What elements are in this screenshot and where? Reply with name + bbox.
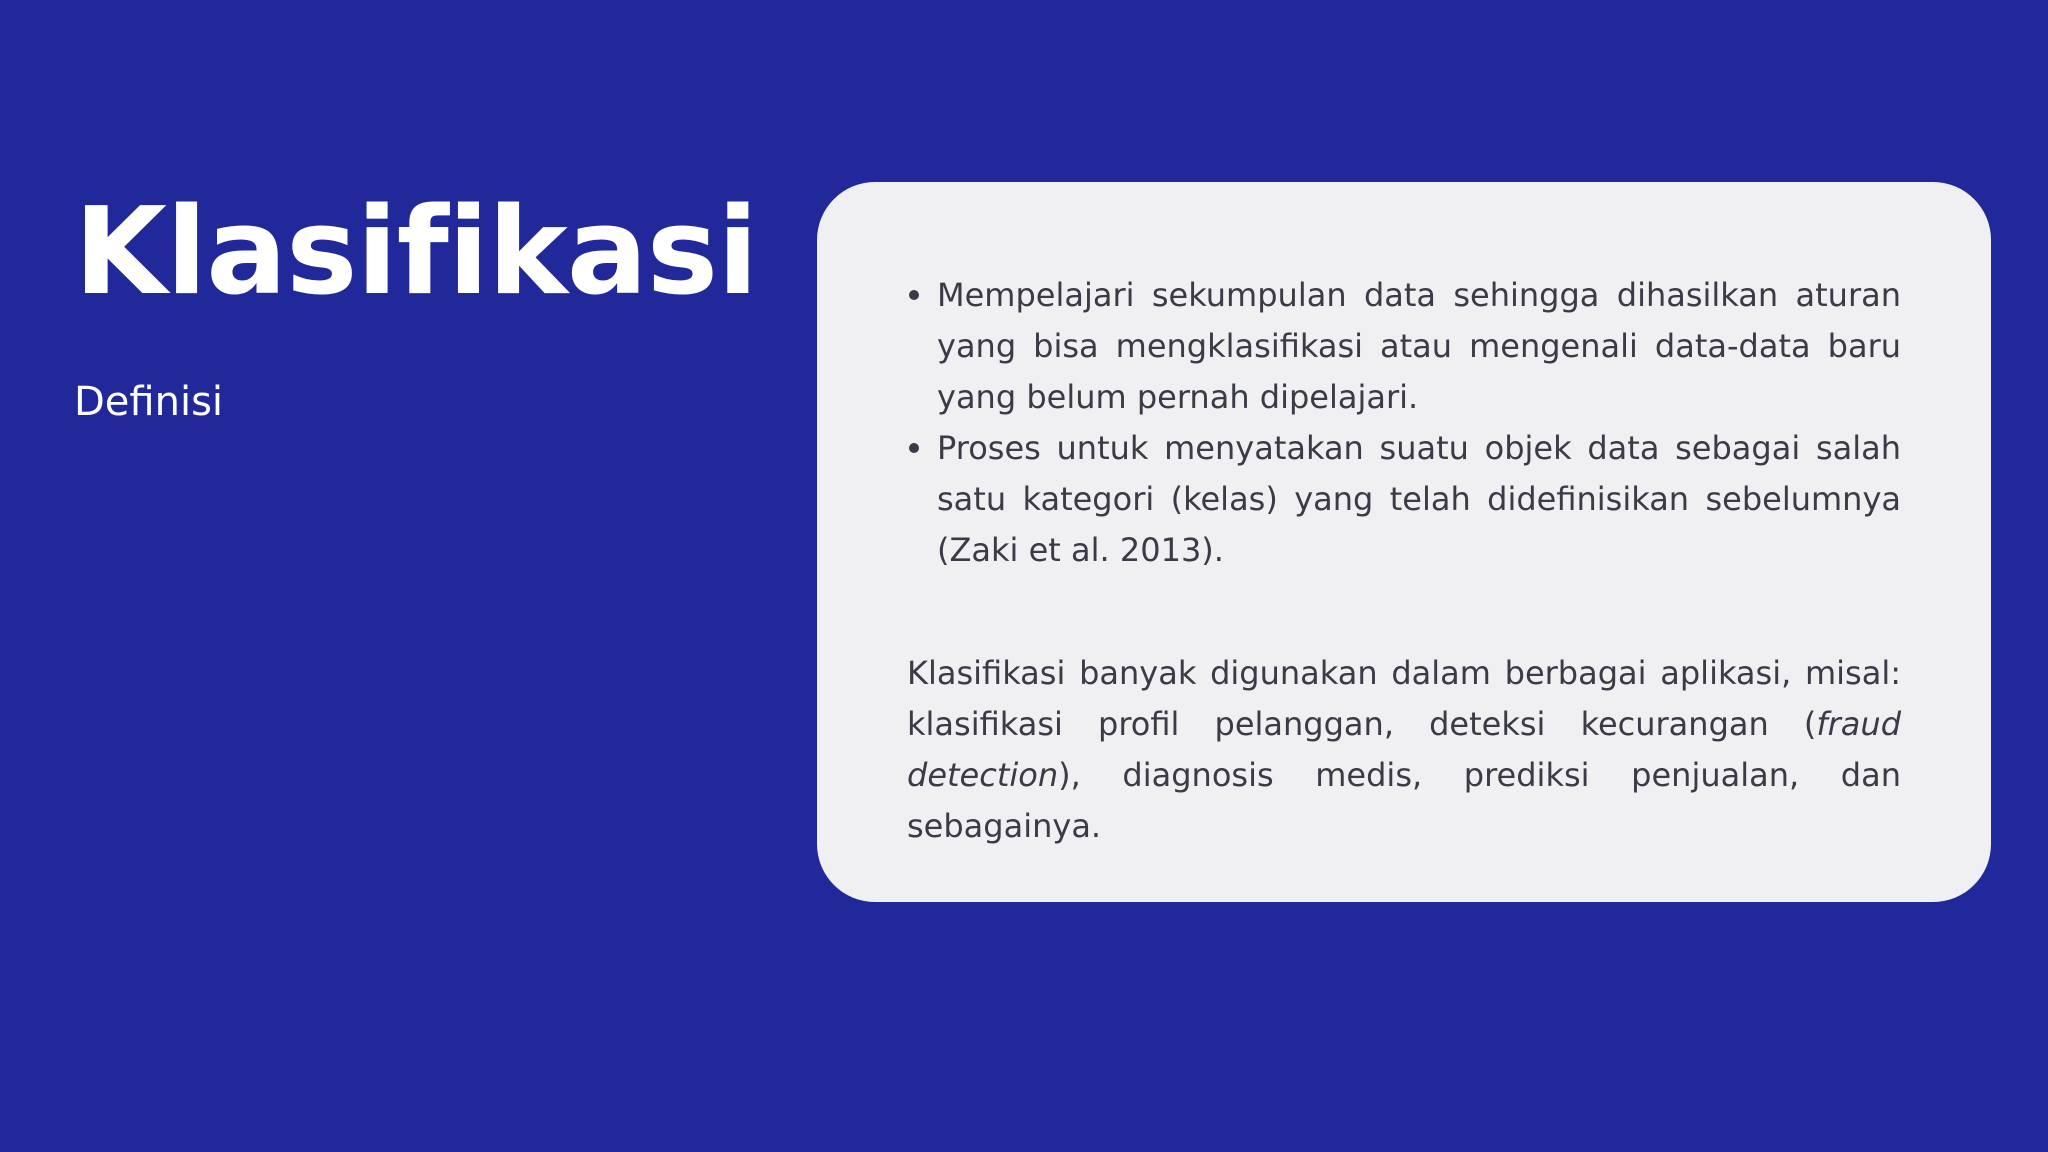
slide-subtitle: Definisi (74, 379, 224, 425)
definition-list (907, 270, 1901, 576)
slide-title: Klasifikasi (74, 183, 758, 322)
content-card (817, 182, 1991, 902)
definition-item (907, 270, 1901, 423)
definition-item (907, 423, 1901, 576)
applications-text-italic: fraud detection (907, 705, 1901, 794)
card-body (907, 270, 1901, 852)
applications-paragraph (907, 648, 1901, 852)
applications-text-end: ), diagnosis medis, prediksi penjualan, dan sebagainya. (907, 756, 1901, 845)
applications-text-start: Klasifikasi banyak digunakan dalam berbagai aplikasi, misal: klasifikasi profil pelanggan, deteksi kecurangan ( (907, 654, 1901, 743)
definition-text: Mempelajari sekumpulan data sehingga dihasilkan aturan yang bisa mengklasifikasi atau mengenali data-data baru yang belum pernah dipelajari. (937, 276, 1901, 416)
definition-text: Proses untuk menyatakan suatu objek data sebagai salah satu kategori (kelas) yang telah didefinisikan sebelumnya (Zaki et al. 2013). (937, 429, 1901, 569)
bullet-dot-icon (909, 443, 919, 453)
bullet-dot-icon (909, 290, 919, 300)
